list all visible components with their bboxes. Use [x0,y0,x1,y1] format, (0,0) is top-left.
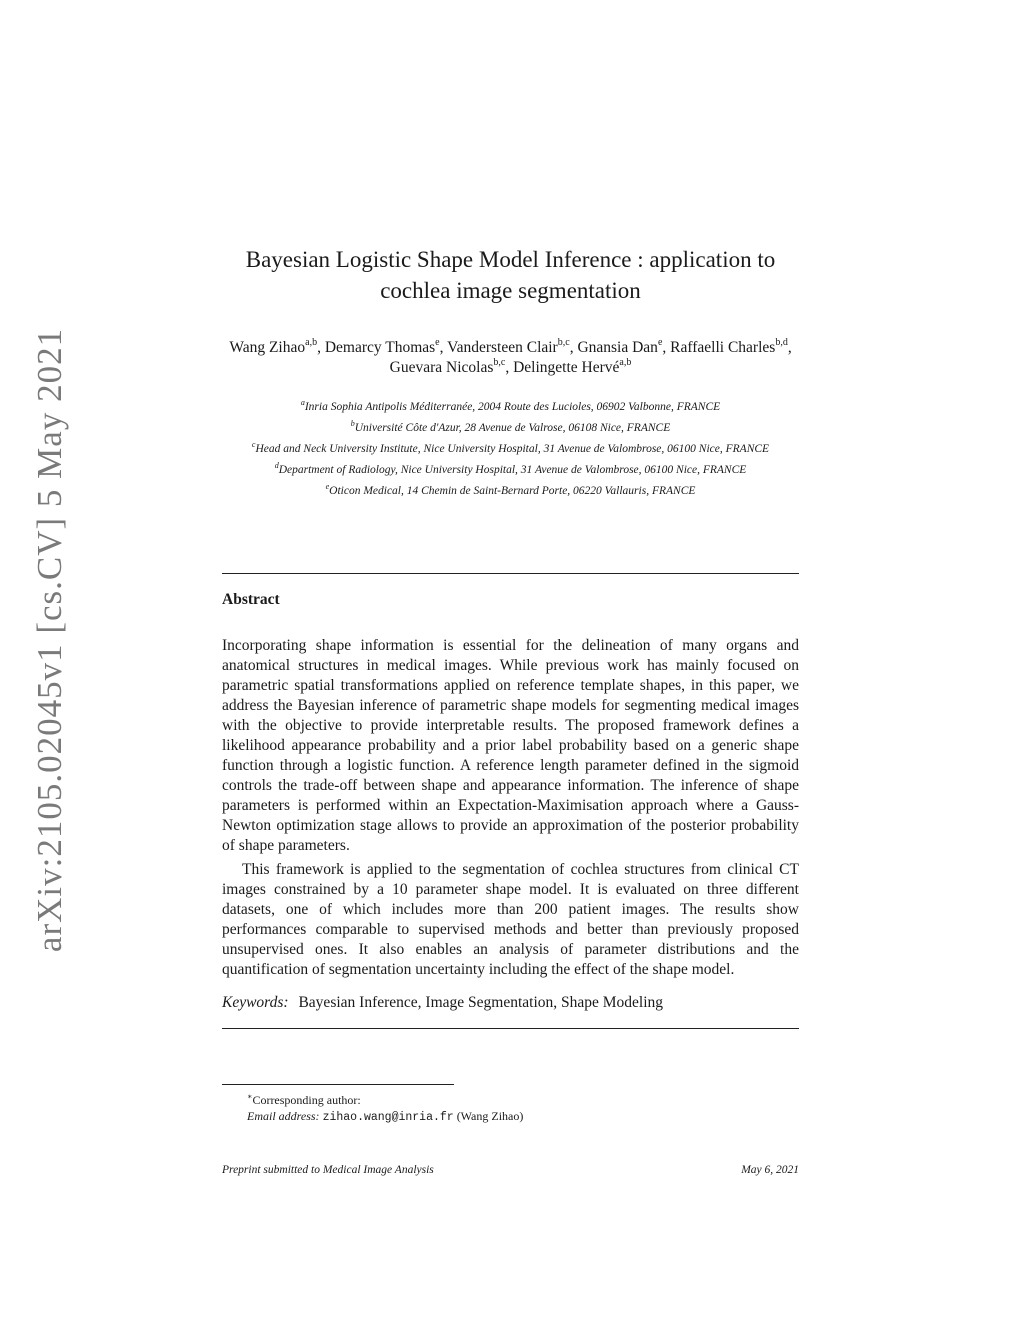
title-line-1: Bayesian Logistic Shape Model Inference : application to [245,247,776,272]
author: Wang Zihao$^{a,b}$, [229,336,325,356]
author: Gnansia Dan$^e$, [577,336,671,356]
title-line-2: cochlea image segmentation [380,278,641,303]
abstract-heading: Abstract [222,591,280,608]
author: Demarcy Thomas$^e$, [324,336,448,356]
affiliation: $^e$Oticon Medical, 14 Chemin de Saint-Bernard Porte, 06220 Vallauris, FRANCE [325,482,696,497]
abstract-body [222,636,799,980]
footnote [247,1089,523,1126]
affiliation: $^d$Department of Radiology, Nice University Hospital, 31 Avenue de Valombrose, 06100 Nice, FRANCE [274,461,747,476]
author: Raffaelli Charles$^{b,d}$, [670,336,792,356]
abstract-bottom-rule [222,1028,799,1029]
email-name: (Wang Zihao) [456,1109,524,1123]
email-label: Email address: [247,1109,320,1123]
footnote-rule [222,1084,454,1085]
paper-title [222,244,799,306]
email-address[interactable]: zihao.wang@inria.fr [322,1111,454,1124]
footer-date: May 6, 2021 [741,1164,799,1176]
affiliation: $^b$Université Côte d'Azur, 28 Avenue de Valrose, 06108 Nice, FRANCE [350,419,671,434]
abstract-top-rule [222,573,799,574]
keywords-label: Keywords: [222,994,289,1011]
footer-journal: Preprint submitted to Medical Image Analysis [222,1164,434,1176]
abstract-paragraph-2: This framework is applied to the segmentation of cochlea structures from clinical CT images constrained by a 10 parameter shape model. It is evaluated on three different datasets, one of which includes more than 200 patient images. The results show performances comparable to supervised methods and better than previously proposed unsupervised ones. It also enables an analysis of parameter distributions and the quantification of segmentation uncertainty including the effect of the shape model. [222,861,799,978]
corresponding-author-note: ∗Corresponding author: [247,1092,361,1107]
keywords-text: Bayesian Inference, Image Segmentation, Shape Modeling [298,994,664,1011]
page-footer [222,1164,799,1176]
author-list [222,338,799,378]
abstract-paragraph-1: Incorporating shape information is essential for the delineation of many organs and anatomical structures in medical images. While previous work has mainly focused on parametric spatial transformations applied on reference template shapes, in this paper, we address the Bayesian inference of parametric shape models for segmenting medical images with the objective to provide interpretable results. The proposed framework defines a likelihood appearance probability and a prior label probability based on a generic shape function through a logistic function. A reference length parameter defined in the sigmoid controls the trade-off between shape and appearance information. The inference of shape parameters is performed within an Expectation-Maximisation approach where a Gauss-Newton optimization stage allows to provide an approximation of the posterior probability of shape parameters. [222,637,799,854]
affiliation-list [222,399,799,504]
email-line [247,1108,523,1126]
arxiv-identifier: arXiv:2105.02045v1 [cs.CV] 5 May 2021 [30,327,69,953]
author: Guevara Nicolas$^{b,c}$, [389,356,514,376]
affiliation: $^c$Head and Neck University Institute, Nice University Hospital, 31 Avenue de Valombrose, 06100 Nice, FRANCE [251,440,770,455]
keywords [222,994,799,1012]
author: Delingette Hervé$^{a,b}$ [513,356,632,376]
author: Vandersteen Clair$^{b,c}$, [447,336,578,356]
affiliation: $^a$Inria Sophia Antipolis Méditerranée, 2004 Route des Lucioles, 06902 Valbonne, FRANCE [300,398,721,413]
